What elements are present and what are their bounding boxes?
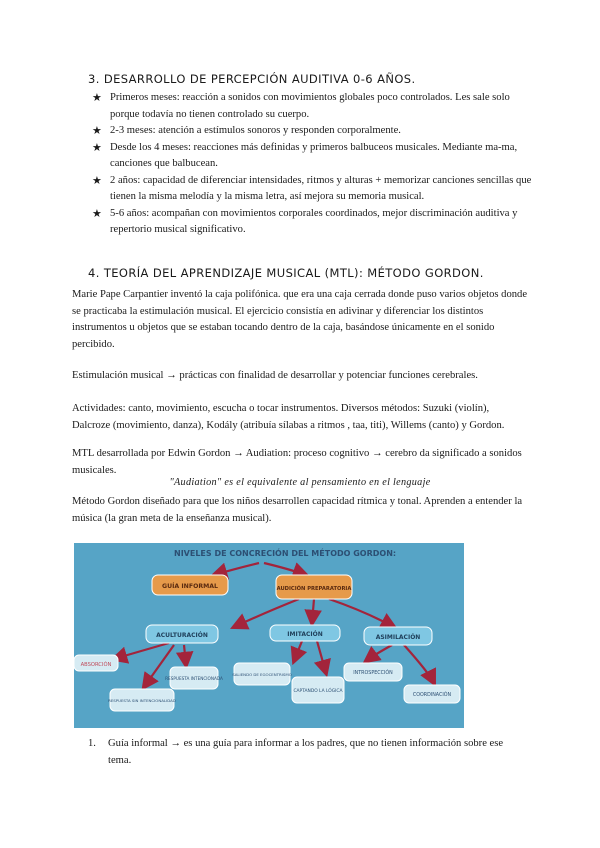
star-icon: ★	[92, 92, 102, 104]
guia-informal-label: GUÍA INFORMAL	[162, 583, 218, 590]
absorcion-label: ABSORCIÓN	[80, 662, 112, 668]
arrow	[317, 641, 326, 673]
paragraph-estimulacion: Estimulación musical → prácticas con finalidad de desarrollar y potenciar funciones cerebrales.	[72, 370, 478, 381]
arrow	[214, 563, 259, 575]
star-icon: ★	[92, 207, 102, 220]
captando-logica-label: CAPTANDO LA LÓGICA	[293, 689, 343, 694]
diagram-title: NIVELES DE CONCRECIÓN DEL MÉTODO GORDON:	[174, 549, 397, 558]
paragraph-caja-polifonica: Marie Pape Carpantier inventó la caja polifónica. que era una caja cerrada donde puso varios objetos donde se practicaba la estimulación musical. El ejercicio consistía en adivinar y diferenciar los distintos instrumentos u objetos que se estaban tocando dentro de la caja, basándose únicamente en el sonido percibido.	[72, 289, 528, 350]
respuesta-sin-intencionalidad-label: RESPUESTA SIN INTENCIONALIDAD	[108, 698, 176, 703]
arrow	[184, 645, 186, 665]
star-icon: ★	[92, 141, 102, 154]
arrow	[294, 641, 302, 661]
asimilacion-label: ASIMILACIÓN	[375, 634, 421, 641]
arrow	[366, 645, 392, 661]
paragraph-metodo-gordon: Método Gordon diseñado para que los niños desarrollen capacidad rítmica y tonal. Aprenden a entender la música (la gran meta de la enseñanza musical).	[72, 496, 523, 524]
arrow	[114, 643, 169, 659]
imitacion-label: IMITACIÓN	[287, 631, 323, 638]
arrow	[404, 645, 434, 683]
arrow	[264, 563, 306, 575]
section-4-heading: 4. TEORÍA DEL APRENDIZAJE MUSICAL (MTL): MÉTODO GORDON.	[88, 266, 484, 280]
list-item-text: Guía informal → es una guía para informar a los padres, que no tienen información sobre ese tema.	[108, 738, 504, 766]
section-3-heading: 3. DESARROLLO DE PERCEPCIÓN AUDITIVA 0-6 AÑOS.	[88, 72, 416, 86]
bullet-item: ★ 5-6 años: acompañan con movimientos corporales coordinados, mejor discriminación auditiva y repertorio musical significativo.	[92, 207, 518, 235]
respuesta-intencionada-label: RESPUESTA INTENCIONADA	[165, 676, 223, 681]
section-3-bullet-list	[92, 90, 532, 239]
bullet-item: ★ Desde los 4 meses: reacciones más definidas y primeros balbuceos musicales. Mediante ma-ma, canciones que balbucean.	[92, 141, 518, 169]
paragraph-mtl: MTL desarrollada por Edwin Gordon → Audiation: proceso cognitivo → cerebro da significado a sonidos musicales.	[72, 448, 522, 476]
list-item-number: 1.	[88, 738, 96, 749]
star-icon: ★	[92, 174, 102, 187]
audicion-preparatoria-label: AUDICIÓN PREPARATORIA	[276, 586, 352, 592]
audiation-quote: "Audiation" es el equivalente al pensamiento en el lenguaje	[169, 477, 431, 488]
saliendo-egocentrismo-label: SALIENDO DE EGOCENTRISMO	[232, 672, 292, 677]
coordinacion-label: COORDINACIÓN	[412, 693, 452, 698]
paragraph-actividades: Actividades: canto, movimiento, escucha o tocar instrumentos. Diversos métodos: Suzuki (violín), Dalcroze (movimiento, danza), Kodály (atribuía sílabas a ritmos , taa, titi), Willems (canto) y Gordon.	[72, 403, 505, 431]
arrow	[312, 599, 314, 623]
introspeccion-label: INTROSPECCIÓN	[353, 671, 393, 676]
arrow	[329, 599, 394, 627]
star-icon: ★	[92, 125, 102, 137]
bullet-item: ★ 2 años: capacidad de diferenciar intensidades, ritmos y alturas + memorizar canciones sencillas que tienen la misma melodía y la misma letra, así mejora su memoria musical.	[92, 174, 532, 202]
bullet-item: ★ Primeros meses: reacción a sonidos con movimientos globales poco controlados. Les sale solo porque todavía no tienen controlado su cuerpo.	[92, 92, 510, 120]
arrow	[234, 599, 299, 627]
gordon-levels-diagram	[74, 543, 464, 728]
bullet-item: ★ 2-3 meses: atención a estímulos sonoros y responden corporalmente.	[92, 123, 532, 140]
aculturacion-label: ACULTURACIÓN	[156, 632, 208, 639]
